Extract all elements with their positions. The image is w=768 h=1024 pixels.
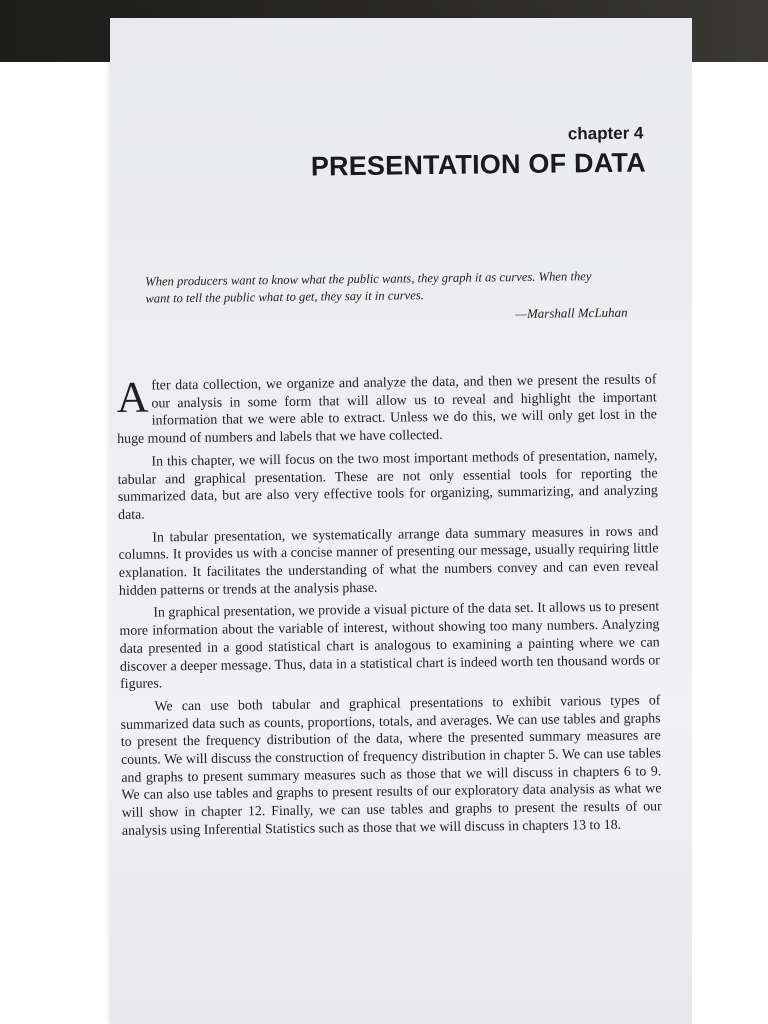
paragraph-2: In this chapter, we will focus on the two most important methods of presentation, namely, tabular and graphical presentation. These are not only essential tools for reporting the summarized data, but are also very effective tools for organizing, summarizing, and analyzing data.: [117, 448, 658, 523]
drop-cap: A: [116, 372, 149, 422]
paragraph-1: [116, 371, 657, 448]
paragraph-4: In graphical presentation, we provide a visual picture of the data set. It allows us to present more information about the variable of interest, without showing too many numbers. Analyzing data presented in a good statistical chart is analogous to examining a painting where we can discover a deeper message. Thus, data in a statistical chart is indeed worth ten thousand words or figures.: [119, 599, 660, 693]
page-content: [110, 18, 692, 1024]
paragraph-3: In tabular presentation, we systematically arrange data summary measures in rows and columns. It provides us with a concise manner of presenting our message, usually requiring little explanation. It facilitates the understanding of what the numbers convey and can even reveal hidden patterns or trends at the analysis phase.: [118, 523, 659, 599]
paragraph-5: We can use both tabular and graphical presentations to exhibit various types of summarized data such as counts, proportions, totals, and averages. We can use tables and graphs to present the frequency distribution of the data, where the presented summary measures are counts. We will discuss the construction of frequency distribution in chapter 5. We can use tables and graphs to present summary measures such as those that we will discuss in chapters 6 to 9. We can also use tables and graphs to present results of our exploratory data analysis as what we will show in chapter 12. Finally, we can use tables and graphs to present the results of our analysis using Inferential Statistics such as those that we will discuss in chapters 13 to 18.: [120, 693, 662, 839]
chapter-title: PRESENTATION OF DATA: [310, 147, 646, 182]
epigraph-quote: When producers want to know what the public wants, they graph it as curves. When they want to tell the public what to get, they say it in curves.: [145, 269, 592, 306]
chapter-number: chapter 4: [567, 123, 644, 144]
paragraph-1-text: fter data collection, we organize and analyze the data, and then we present the results of our analysis in some form that will allow us to reveal and highlight the important information that we were able to extract. Unless we do this, we will only get lost in the huge mound of numbers and labels that we have collected.: [117, 372, 657, 448]
epigraph-author: —Marshall McLuhan: [515, 304, 628, 322]
chapter-body: [116, 371, 662, 845]
book-page: [110, 18, 692, 1024]
